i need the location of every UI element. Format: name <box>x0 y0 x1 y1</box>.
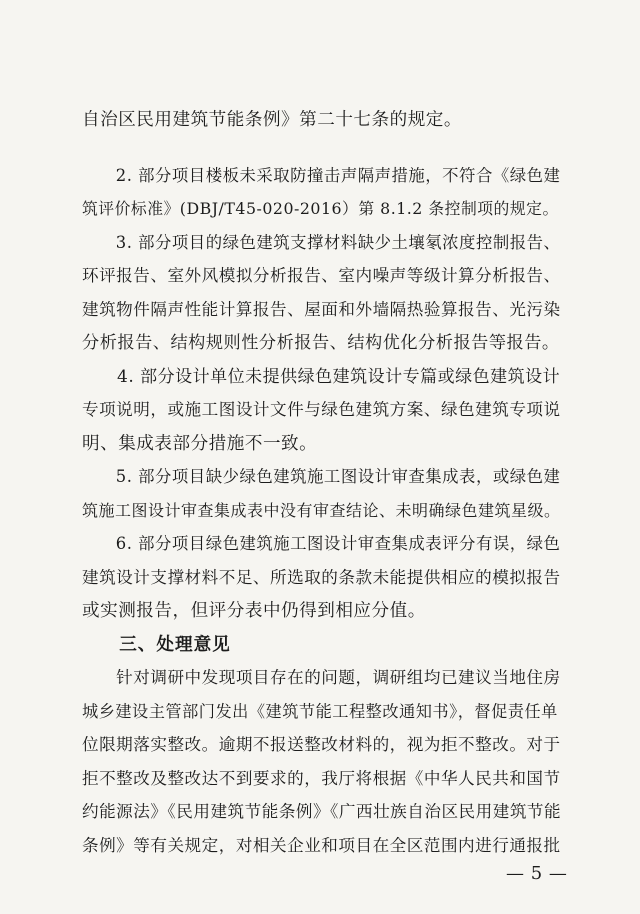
text-line: 城乡建设主管部门发出《建筑节能工程整改通知书》，督促责任单 <box>82 702 558 721</box>
text-line: 分析报告、结构规则性分析报告、结构优化分析报告等报告。 <box>82 333 560 353</box>
text-line: 3. 部分项目的绿色建筑支撑材料缺少土壤氡浓度控制报告、 <box>82 233 561 252</box>
text-line: 4. 部分设计单位未提供绿色建筑设计专篇或绿色建筑设计 <box>82 367 561 387</box>
text-line: 条例》等有关规定，对相关企业和项目在全区范围内进行通报批 <box>82 836 561 855</box>
text-line: 建筑物件隔声性能计算报告、屋面和外墙隔热验算报告、光污染 <box>82 300 561 319</box>
text-line: 或实测报告，但评分表中仍得到相应分值。 <box>82 601 426 621</box>
text-line: 拒不整改及整改达不到要求的，我厅将根据《中华人民共和国节 <box>82 769 561 788</box>
text-line: 5. 部分项目缺少绿色建筑施工图设计审查集成表，或绿色建 <box>82 467 561 486</box>
text-line: 环评报告、室外风模拟分析报告、室内噪声等级计算分析报告、 <box>82 266 561 285</box>
page-number: — 5 — <box>506 863 568 884</box>
text-line: 自治区民用建筑节能条例》第二十七条的规定。 <box>82 110 462 130</box>
text-line: 明、集成表部分措施不一致。 <box>82 434 318 454</box>
text-line: 专项说明，或施工图设计文件与绿色建筑方案、绿色建筑专项说 <box>82 400 561 419</box>
text-line: 位限期落实整改。逾期不报送整改材料的，视为拒不整改。对于 <box>82 735 561 754</box>
text-line: 针对调研中发现项目存在的问题，调研组均已建议当地住房 <box>82 668 561 687</box>
text-line: 筑施工图设计审查集成表中没有审查结论、未明确绿色建筑星级。 <box>82 501 561 520</box>
text-line: 约能源法》《民用建筑节能条例》《广西壮族自治区民用建筑节能 <box>82 802 562 821</box>
text-line: 2. 部分项目楼板未采取防撞击声隔声措施，不符合《绿色建 <box>82 166 561 185</box>
text-line: 6. 部分项目绿色建筑施工图设计审查集成表评分有误，绿色 <box>82 534 561 553</box>
section-heading: 三、处理意见 <box>82 635 231 655</box>
text-line: 建筑设计支撑材料不足、所选取的条款未能提供相应的模拟报告 <box>82 568 561 587</box>
text-line: 筑评价标准》(DBJ/T45-020-2016）第 8.1.2 条控制项的规定。 <box>82 199 559 218</box>
